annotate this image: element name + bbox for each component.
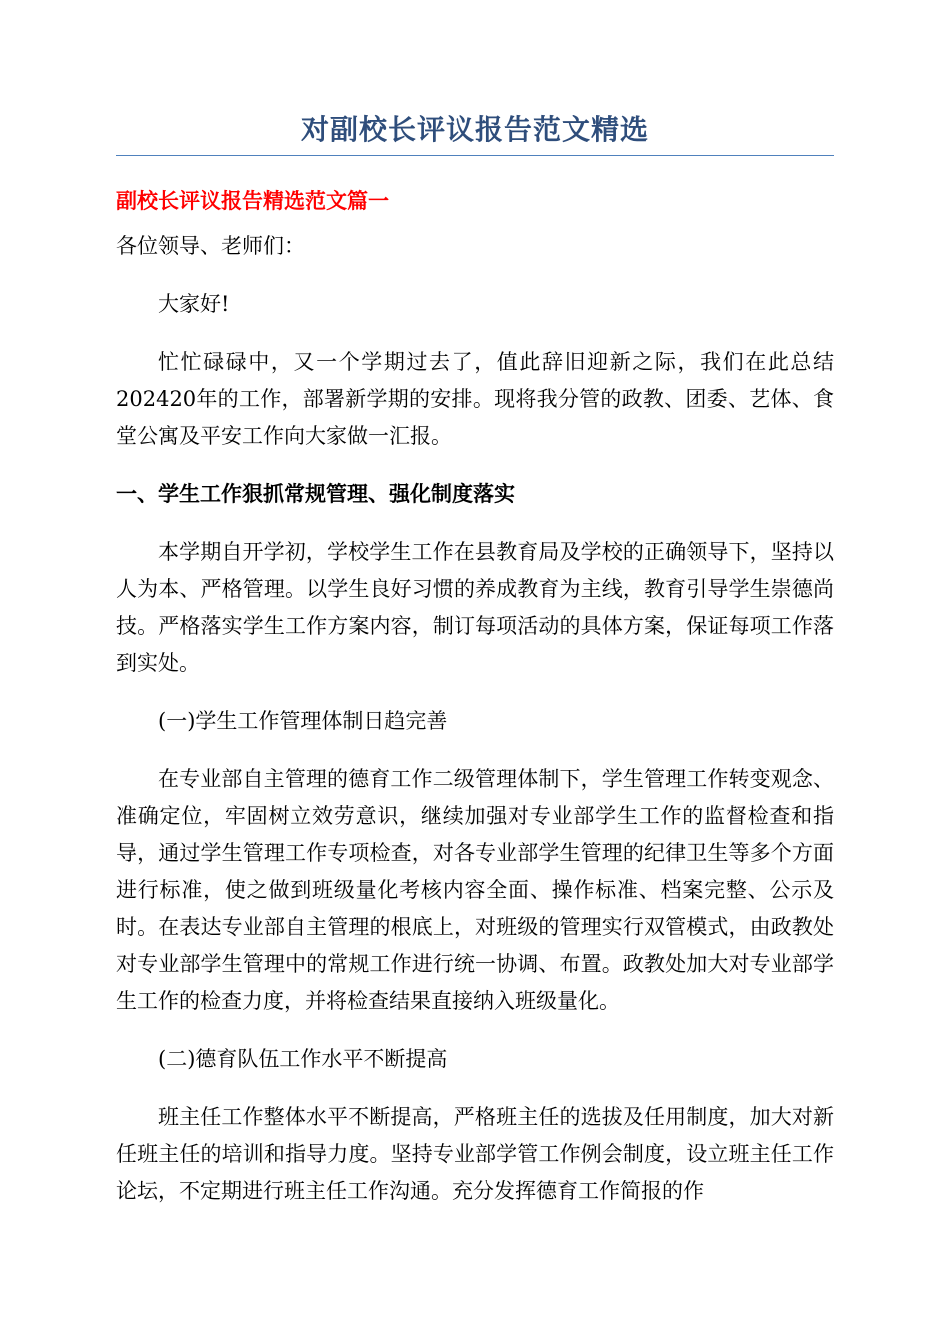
- paragraph-2: 在专业部自主管理的德育工作二级管理体制下，学生管理工作转变观念、准确定位，牢固树立效劳意识，继续加强对专业部学生工作的监督检查和指导，通过学生管理工作专项检查，对各专业部学生管理的纪律卫生等多个方面进行标准，使之做到班级量化考核内容全面、操作标准、档案完整、公示及时。在表达专业部自主管理的根底上，对班级的管理实行双管模式，由政教处对专业部学生管理中的常规工作进行统一协调、布置。政教处加大对专业部学生工作的检查力度，并将检查结果直接纳入班级量化。: [116, 767, 834, 1013]
- salutation: 各位领导、老师们：: [116, 234, 305, 258]
- title-underline: [116, 155, 834, 156]
- heading-1: 一、学生工作狠抓常规管理、强化制度落实: [116, 482, 515, 506]
- document-title: 对副校长评议报告范文精选: [300, 113, 649, 146]
- document-page: [116, 108, 834, 1210]
- paragraph-3: 班主任工作整体水平不断提高，严格班主任的选拔及任用制度，加大对新任班主任的培训和指导力度。坚持专业部学管工作例会制度，设立班主任工作论坛，不定期进行班主任工作沟通。充分发挥德育工作简报的作: [116, 1105, 834, 1203]
- section-heading: 副校长评议报告精选范文篇一: [116, 189, 389, 213]
- subheading-1: (一)学生工作管理体制日趋完善: [158, 709, 448, 733]
- subheading-2: (二)德育队伍工作水平不断提高: [158, 1047, 448, 1071]
- intro-paragraph: 忙忙碌碌中，又一个学期过去了，值此辞旧迎新之际，我们在此总结202420年的工作，部署新学期的安排。现将我分管的政教、团委、艺体、食堂公寓及平安工作向大家做一汇报。: [116, 350, 834, 448]
- paragraph-1: 本学期自开学初，学校学生工作在县教育局及学校的正确领导下，坚持以人为本、严格管理。以学生良好习惯的养成教育为主线，教育引导学生崇德尚技。严格落实学生工作方案内容，制订每项活动的具体方案，保证每项工作落到实处。: [116, 540, 834, 675]
- greeting: 大家好!: [158, 292, 230, 316]
